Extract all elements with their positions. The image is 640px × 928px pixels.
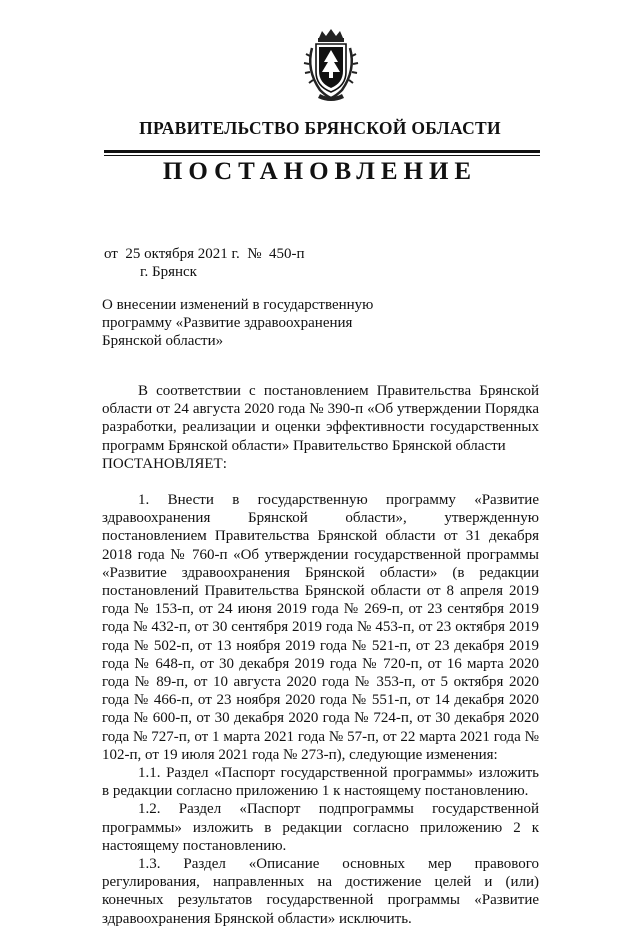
document-body [102,382,539,928]
preamble-paragraph: В соответствии с постановлением Правительства Брянской области от 24 августа 2020 года № 390-п «Об утверждении Порядка разработки, реализации и оценки эффективности государственных программ Брянской области» Правительство Брянской области [102,383,539,454]
header-rule-thin [104,155,540,156]
coat-of-arms-icon [298,28,364,102]
header-rule-thick [104,150,540,153]
clause-1-3: 1.3. Раздел «Описание основных мер правового регулирования, направленных на достижение целей и (или) конечных результатов государственной программы «Развитие здравоохранения Брянской области» исключить. [102,856,539,927]
clause-1: 1. Внести в государственную программу «Развитие здравоохранения Брянской области», утвержденную постановлением Правительства Брянской области от 31 декабря 2018 года № 760-п «Об утверждении государственной программы «Развитие здравоохранения Брянской области» (в редакции постановлений Правительства Брянской области от 8 апреля 2019 года № 153-п, от 24 июня 2019 года № 269-п, от 23 сентября 2019 года № 432-п, от 30 сентября 2019 года № 453-п, от 23 октября 2019 года № 502-п, от 13 ноября 2019 года № 521-п, от 23 декабря 2019 года № 648-п, от 30 декабря 2019 года № 720-п, от 16 марта 2020 года № 89-п, от 10 августа 2020 года № 353-п, от 5 октября 2020 года № 466-п, от 23 ноября 2020 года № 551-п, от 14 декабря 2020 года № 600-п, от 30 декабря 2020 года № 724-п, от 30 декабря 2020 года № 727-п, от 1 марта 2021 года № 57-п, от 22 марта 2021 года № 102-п, от 19 июля 2021 года № 273-п), следующие изменения: [102,492,539,763]
document-date-number: от 25 октября 2021 г. № 450-п [104,246,305,262]
resolves-heading: ПОСТАНОВЛЯЕТ: [102,455,227,472]
clause-1-2: 1.2. Раздел «Паспорт подпрограммы государственной программы» изложить в редакции согласно приложению 2 к настоящему постановлению. [102,801,539,854]
document-city: г. Брянск [140,264,197,280]
document-subject: О внесении изменений в государственную программу «Развитие здравоохранения Брянской области» [102,297,374,349]
organization-title: ПРАВИТЕЛЬСТВО БРЯНСКОЙ ОБЛАСТИ [139,118,501,138]
clause-1-1: 1.1. Раздел «Паспорт государственной программы» изложить в редакции согласно приложению 1 к настоящему постановлению. [102,765,539,800]
document-type-title: ПОСТАНОВЛЕНИЕ [162,158,478,185]
